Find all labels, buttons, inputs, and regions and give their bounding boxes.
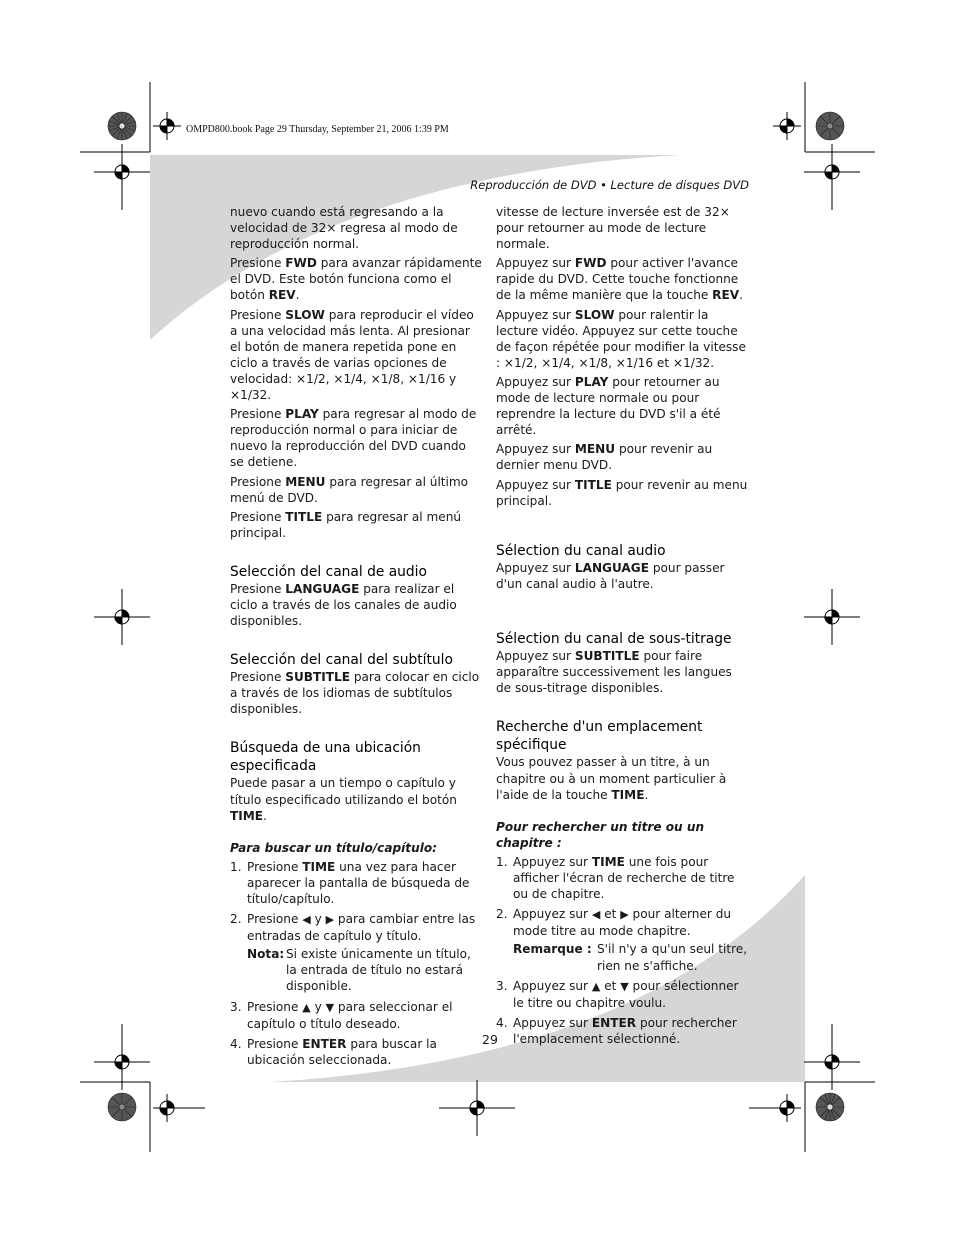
book-info: OMPD800.book Page 29 Thursday, September 21, 2006 1:39 PM	[186, 124, 449, 135]
list-item: 3. Presione ▲ y ▼ para seleccionar el capítulo o título deseado.	[230, 999, 453, 1031]
key-time: TIME	[611, 787, 645, 802]
key-menu: MENU	[285, 474, 326, 489]
paragraph: Appuyez sur FWD pour activer l'avance rapide du DVD. Cette touche fonctionne de la même manière que la touche REV.	[496, 256, 743, 303]
procedure-heading: Para buscar un título/capítulo:	[230, 840, 437, 855]
key-enter: ENTER	[591, 1015, 637, 1030]
left-arrow-icon: ◀	[591, 908, 601, 922]
key-subtitle: SUBTITLE	[285, 670, 350, 685]
note	[513, 941, 748, 973]
up-arrow-icon: ▲	[302, 1000, 311, 1014]
note-label: Nota:	[247, 947, 285, 962]
key-title: TITLE	[285, 509, 323, 524]
key-slow: SLOW	[574, 307, 615, 322]
steps-list	[496, 854, 748, 1047]
key-menu: MENU	[574, 442, 616, 457]
section-heading-search: Búsqueda de una ubicación especificada	[230, 740, 421, 775]
paragraph: Presione TITLE para regresar al menú principal.	[230, 509, 462, 540]
list-item: 4. Appuyez sur ENTER pour rechercher l'emplacement sélectionné.	[496, 1015, 737, 1046]
section-heading-audio: Selección del canal de audio	[230, 563, 427, 580]
section-heading-subtitle: Selección del canal del subtítulo	[230, 652, 453, 669]
paragraph: Appuyez sur SLOW pour ralentir la lecture vidéo. Appuyez sur cette touche de façon répétée pour modifier la vitesse : ×1/2, ×1/4, ×1/8, ×1/16 et ×1/32.	[496, 307, 746, 370]
paragraph: nuevo cuando está regresando a la velocidad de 32× regresa al modo de reproducción normal.	[230, 205, 458, 252]
french-column	[496, 204, 748, 512]
key-time: TIME	[230, 808, 264, 823]
key-enter: ENTER	[302, 1036, 347, 1051]
section-heading-audio: Sélection du canal audio	[496, 543, 666, 559]
right-arrow-icon: ▶	[325, 913, 335, 927]
paragraph: Puede pasar a un tiempo o capítulo y título especificado utilizando el botón TIME.	[230, 776, 457, 823]
paragraph: Presione SLOW para reproducir el vídeo a una velocidad más lenta. Al presionar el botón de manera repetida pone en ciclo a través de varias opciones de velocidad: ×1/2, ×1/4, ×1/8, ×1/16 y ×1/32.	[230, 307, 474, 403]
paragraph: Vous pouvez passer à un titre, à un chapitre ou à un moment particulier à l'aide de la touche TIME.	[496, 755, 727, 802]
key-fwd: FWD	[574, 256, 607, 271]
key-play: PLAY	[574, 374, 609, 389]
paragraph: Appuyez sur MENU pour revenir au dernier menu DVD.	[496, 442, 713, 473]
list-item: 2. Appuyez sur ◀ et ▶ pour alterner du mode titre au mode chapitre. Remarque : S'il n'y a qu'un seul titre, rien ne s'affiche.	[496, 907, 748, 973]
french-column-lower	[496, 542, 748, 1051]
running-head: Reproducción de DVD • Lecture de disques DVD	[470, 178, 749, 192]
note	[247, 946, 482, 994]
paragraph: Presione MENU para regresar al último menú de DVD.	[230, 474, 469, 505]
up-arrow-icon: ▲	[591, 979, 601, 993]
key-time: TIME	[591, 854, 625, 869]
key-fwd: FWD	[285, 256, 317, 271]
list-item: 1. Appuyez sur TIME une fois pour afficher l'écran de recherche de titre ou de chapitre.	[496, 854, 735, 902]
section-heading-search: Recherche d'un emplacement spécifique	[496, 719, 703, 754]
steps-list	[230, 859, 482, 1068]
paragraph: Appuyez sur SUBTITLE pour faire apparaître successivement les langues de sous-titrage disponibles.	[496, 649, 732, 696]
procedure-heading: Pour rechercher un titre ou un chapitre :	[496, 819, 705, 850]
paragraph: Appuyez sur LANGUAGE pour passer d'un canal audio à l'autre.	[496, 561, 725, 592]
key-time: TIME	[302, 859, 336, 874]
right-arrow-icon: ▶	[620, 908, 629, 922]
key-slow: SLOW	[285, 307, 325, 322]
note-label: Remarque :	[513, 942, 592, 957]
paragraph: Appuyez sur TITLE pour revenir au menu principal.	[496, 477, 748, 508]
paragraph: Appuyez sur PLAY pour retourner au mode de lecture normale ou pour reprendre la lecture du DVD s'il a été arrêté.	[496, 374, 721, 438]
list-item: 1. Presione TIME una vez para hacer aparecer la pantalla de búsqueda de título/capítulo.	[230, 859, 470, 906]
down-arrow-icon: ▼	[325, 1000, 335, 1014]
paragraph: Presione PLAY para regresar al modo de reproducción normal o para iniciar de nuevo la reproducción del DVD cuando se detiene.	[230, 407, 477, 470]
page-number: 29	[482, 1032, 498, 1047]
key-title: TITLE	[574, 477, 612, 492]
paragraph: Presione SUBTITLE para colocar en ciclo a través de los idiomas de subtítulos disponibles.	[230, 670, 480, 717]
paragraph: Presione LANGUAGE para realizar el ciclo a través de los canales de audio disponibles.	[230, 581, 457, 629]
key-rev: REV	[712, 288, 740, 303]
spanish-column	[230, 204, 482, 1072]
paragraph: vitesse de lecture inversée est de 32× pour retourner au mode de lecture normale.	[496, 205, 730, 252]
list-item: 3. Appuyez sur ▲ et ▼ pour sélectionner le titre ou chapitre voulu.	[496, 978, 739, 1010]
key-rev: REV	[268, 288, 296, 303]
down-arrow-icon: ▼	[620, 979, 629, 993]
key-subtitle: SUBTITLE	[574, 649, 640, 664]
note-text: Si existe únicamente un título, la entrada de título no estará disponible.	[286, 947, 471, 994]
key-language: LANGUAGE	[574, 561, 649, 575]
section-heading-subtitle: Sélection du canal de sous-titrage	[496, 631, 732, 648]
paragraph: Presione FWD para avanzar rápidamente el DVD. Este botón funciona como el botón REV.	[230, 256, 482, 303]
key-language: LANGUAGE	[285, 581, 360, 596]
list-item: 4. Presione ENTER para buscar la ubicación seleccionada.	[230, 1036, 437, 1067]
note-text: S'il n'y a qu'un seul titre, rien ne s'affiche.	[597, 942, 748, 973]
list-item: 2. Presione ◀ y ▶ para cambiar entre las entradas de capítulo y título. Nota: Si existe únicamente un título, la entrada de título no estará disponible.	[230, 911, 482, 994]
key-play: PLAY	[285, 407, 319, 422]
left-arrow-icon: ◀	[302, 913, 311, 927]
